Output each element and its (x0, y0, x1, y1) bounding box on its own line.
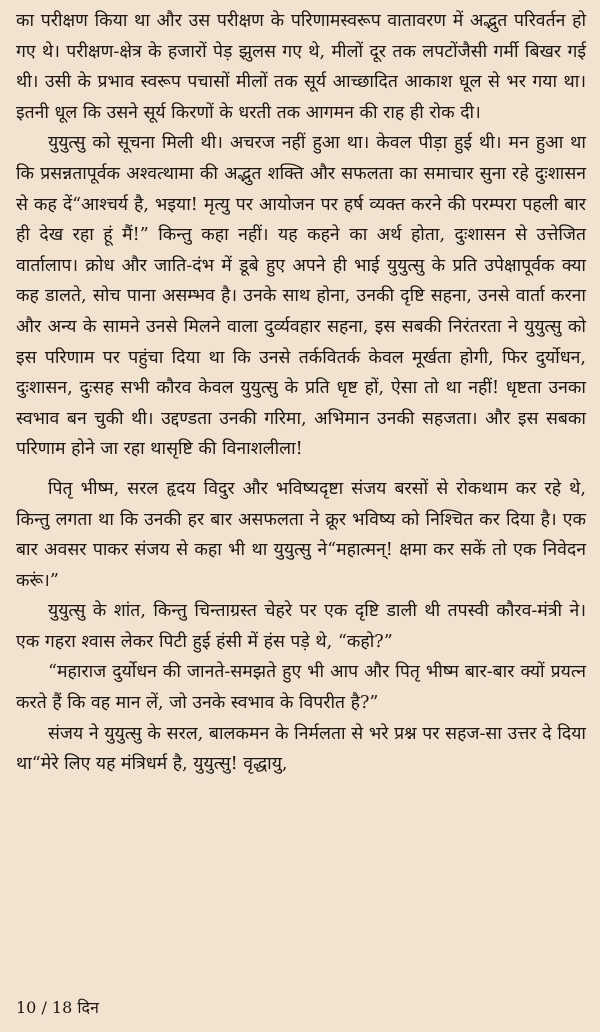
paragraph-6: संजय ने युयुत्सु के सरल, बालकमन के निर्मलता से भरे प्रश्न पर सहज-सा उत्तर दे दिया था“मेरे लिए यह मंत्रिधर्म है, युयुत्सु! वृद्धायु, (16, 723, 586, 775)
paragraph-3: पितृ भीष्म, सरल हृदय विदुर और भविष्यदृष्टा संजय बरसों से रोकथाम कर रहे थे, किन्तु लगता था कि उनकी हर बार असफलता ने क्रूर भविष्य को निश्चित कर दिया है। एक बार अवसर पाकर संजय से कहा भी था युयुत्सु ने“महात्मन्! क्षमा कर सकें तो एक निवेदन करूं।” (16, 478, 586, 591)
body-text (16, 6, 586, 780)
page-footer: 10 / 18 दिन (16, 998, 99, 1017)
paragraph-4: युयुत्सु के शांत, किन्तु चिन्ताग्रस्त चेहरे पर एक दृष्टि डाली थी तपस्वी कौरव-मंत्री ने। एक गहरा श्वास लेकर पिटी हुई हंसी में हंस पड़े थे, “कहो?” (16, 601, 586, 652)
paragraph-2: युयुत्सु को सूचना मिली थी। अचरज नहीं हुआ था। केवल पीड़ा हुई थी। मन हुआ था कि प्रसन्नतापूर्वक अश्वत्थामा की अद्भुत शक्ति और सफलता का समाचार सुना रहे दुःशासन से कह दें“आश्चर्य है, भइया! मृत्यु पर आयोजन पर हर्ष व्यक्त करने की परम्परा पहली बार ही देख रहा हूं मैं!” किन्तु कहा नहीं। यह कहने का अर्थ होता, दुःशासन से उत्तेजित वार्तालाप। क्रोध और जाति-दंभ में डूबे हुए अपने ही भाई युयुत्सु के प्रति उपेक्षापूर्वक क्या कह डालते, सोच पाना असम्भव है। उनके साथ होना, उनकी दृष्टि सहना, उनसे वार्ता करना और अन्य के सामने उनसे मिलने वाला दुर्व्यवहार सहना, इस सबकी निरंतरता ने युयुत्सु को इस परिणाम पर पहुंचा दिया था कि उनसे तर्कवितर्क केवल मूर्खता होगी, फिर दुर्योधन, दुःशासन, दुःसह सभी कौरव केवल युयुत्सु के प्रति धृष्ट हों, ऐसा तो था नहीं! धृष्टता उनका स्वभाव बन चुकी थी। उद्दण्डता उनकी गरिमा, अभिमान उनकी सहजता। और इस सबका परिणाम होने जा रहा थासृष्टि की विनाशलीला! (16, 133, 586, 460)
paragraph-5: “महाराज दुर्योधन की जानते-समझते हुए भी आप और पितृ भीष्म बार-बार क्यों प्रयत्न करते हैं कि वह मान लें, जो उनके स्वभाव के विपरीत है?” (16, 662, 586, 714)
paragraph-1: का परीक्षण किया था और उस परीक्षण के परिणामस्वरूप वातावरण में अद्भुत परिवर्तन हो गए थे। परीक्षण-क्षेत्र के हजारों पेड़ झुलस गए थे, मीलों दूर तक लपटोंजैसी गर्मी बिखर गई थी। उसी के प्रभाव स्वरूप पचासों मीलों तक सूर्य आच्छादित आकाश धूल से भर गया था। इतनी धूल कि उसने सूर्य किरणों के धरती तक आगमन की राह ही रोक दी। (16, 11, 586, 123)
